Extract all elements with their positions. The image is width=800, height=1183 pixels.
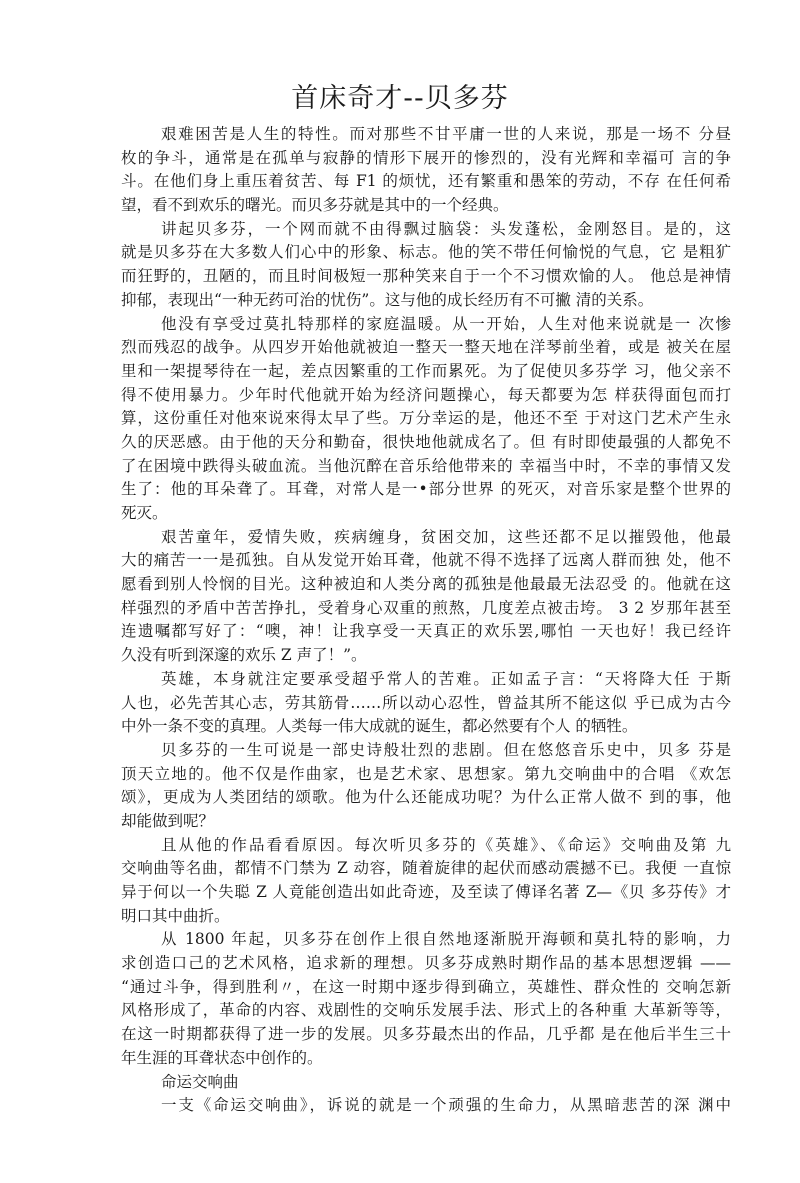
paragraph xyxy=(121,313,731,526)
text-line: 斗。在他们身上重压着贫苦、每 F1 的烦忧，还有繁重和愚笨的劳动，不存 在任何希 xyxy=(121,172,731,191)
text-line: 中外一条不变的真理。人类每一伟大成就的诞生，都必然要有个人 的牺牲。 xyxy=(121,717,638,736)
text-line: 望，看不到欢乐的曙光。而贝多芬就是其中的一个经典。 xyxy=(121,196,509,215)
text-line: 年生涯的耳聋状态中创作的。 xyxy=(121,1048,323,1067)
document-title: 首床奇才--贝多芬 xyxy=(291,83,509,114)
text-line: 算，这份重任对他來说來得太早了些。万分幸运的是，他还不至 于对这门艺术产生永 xyxy=(121,409,731,428)
text-line: 风格形成了，革命的内容、戏剧性的交响乐发展手法、形式上的各种重 大革新等等， xyxy=(121,1001,731,1020)
section-heading: 命运交响曲 xyxy=(161,1072,239,1091)
text-line: 里和一架提琴待在一起，差点因繁重的工作而累死。为了促使贝多芬学 习，他父亲不 xyxy=(121,361,731,380)
text-line: 颂》，更成为人类团结的颂歌。他为什么还能成功呢？为什么正常人做不 到的事，他 xyxy=(121,788,731,807)
text-line: 得不使用暴力。少年时代他就开始为经济问题操心，每天都要为怎 样获得面包而打 xyxy=(121,385,731,404)
text-line: 生了：他的耳朵聋了。耳聋，对常人是一•部分世界 的死灭，对音乐家是整个世界的 xyxy=(121,480,731,499)
paragraph xyxy=(121,668,731,739)
text-line: 抑郁，表现出“一种无药可治的忧伤”。这与他的成长经历有不可撇 清的关系。 xyxy=(121,290,654,309)
text-line: 死灭。 xyxy=(121,504,168,522)
paragraph xyxy=(121,739,731,834)
text-line: 顶天立地的。他不仅是作曲家，也是艺术家、思想家。第九交响曲中的合唱 《欢怎 xyxy=(121,764,731,783)
text-line: 了在困境中跌得头破血流。当他沉醉在音乐给他带来的 幸福当中时，不幸的事情又发 xyxy=(121,456,731,475)
paragraph xyxy=(121,834,731,929)
paragraph xyxy=(121,218,731,313)
text-line: 交响曲等名曲，都情不门禁为 Z 动容，随着旋律的起伏而感动震撼不已。我便 一直惊 xyxy=(121,859,731,878)
text-line: 艰苦童年，爱情失败，疾病缠身，贫困交加，这些还都不足以摧毁他，他最 xyxy=(161,527,731,546)
text-line: 愿看到别人怜悯的目光。这种被迫和人类分离的孤独是他最最无法忍受 的。他就在这 xyxy=(121,575,731,594)
text-line: 英雄，本身就注定要承受超乎常人的苦难。正如孟子言：“天将降大任 于斯 xyxy=(161,669,731,688)
text-line: 求创造口己的艺术风格，追求新的理想。贝多芬成熟时期作品的基本思想逻辑 —— xyxy=(121,954,731,973)
paragraph xyxy=(121,123,731,218)
text-line: 久没有听到深邃的欢乐 Z 声了！”。 xyxy=(121,646,367,665)
text-line: 烈而残忍的战争。从四岁开始他就被迫一整天一整天地在洋琴前坐着，或是 被关在屋 xyxy=(121,338,731,357)
document-body xyxy=(121,123,731,1118)
text-line: 连遗嘱都写好了：“噢，神！让我享受一天真正的欢乐罢,哪怕 一天也好！我已经许 xyxy=(121,622,731,641)
text-line: 且从他的作品看看原因。每次听贝多芬的《英雄》、《命运》交响曲及第 九 xyxy=(161,835,731,854)
text-line: “通过斗争，得到胜利〃，在这一时期中逐步得到确立，英雄性、群众性的 交响怎新 xyxy=(121,977,731,996)
text-line: 枚的争斗，通常是在孤单与寂静的情形下展开的惨烈的，没有光辉和幸福可 言的争 xyxy=(121,148,731,167)
text-line: 他没有享受过莫扎特那样的家庭温暖。从一开始，人生对他来说就是一 次惨 xyxy=(161,314,731,333)
text-line: 却能做到呢？ xyxy=(121,811,215,830)
text-line: 明口其中曲折。 xyxy=(121,906,230,925)
text-line: 一支《命运交响曲》，诉说的就是一个顽强的生命力，从黑暗悲苦的深 渊中 xyxy=(161,1096,731,1115)
text-line: 久的厌恶感。由于他的天分和勤奋，很快地他就成名了。但 有时即使最强的人都免不 xyxy=(121,432,731,451)
text-line: 人也，必先苦其心志，劳其筋骨……所以动心忍性，曾益其所不能这似 乎已成为古今 xyxy=(121,693,731,712)
text-line: 而狂野的，丑陋的，而且时间极短一那种笑来自于一个不习惯欢愉的人。 他总是神情 xyxy=(121,267,731,286)
paragraph xyxy=(121,928,731,1070)
text-line: 大的痛苦一一是孤独。自从发觉开始耳聋，他就不得不选择了远离人群而独 处，他不 xyxy=(121,551,731,570)
text-line: 从 1800 年起，贝多芬在创作上很自然地逐渐脱开海顿和莫扎特的影响，力 xyxy=(161,930,731,949)
paragraph xyxy=(121,526,731,668)
text-line: 贝多芬的一生可说是一部史诗般壮烈的悲剧。但在悠悠音乐史中，贝多 芬是 xyxy=(161,740,731,759)
text-line: 讲起贝多芬，一个网而就不由得飘过脑袋：头发蓬松，金刚怒目。是的，这 xyxy=(161,219,731,238)
text-line: 就是贝多芬在大多数人们心中的形象、标志。他的笑不带任何愉悦的气息，它 是粗犷 xyxy=(121,243,731,262)
paragraph xyxy=(121,1094,731,1118)
text-line: 异于何以一个失聪 Z 人竟能创造出如此奇迹，及至读了傅译名著 Z—《贝 多芬传》才 xyxy=(121,883,731,901)
text-line: 样强烈的矛盾中苦苦挣扎，受着身心双重的煎熬，几度差点被击垮。 3 2 岁那年甚至 xyxy=(121,598,731,617)
text-line: 在这一时期都获得了进一步的发展。贝多芬最杰出的作品，几乎都 是在他后半生三十 xyxy=(121,1025,731,1044)
text-line: 艰难困苦是人生的特性。而对那些不甘平庸一世的人来说，那是一场不 分昼 xyxy=(161,125,731,143)
